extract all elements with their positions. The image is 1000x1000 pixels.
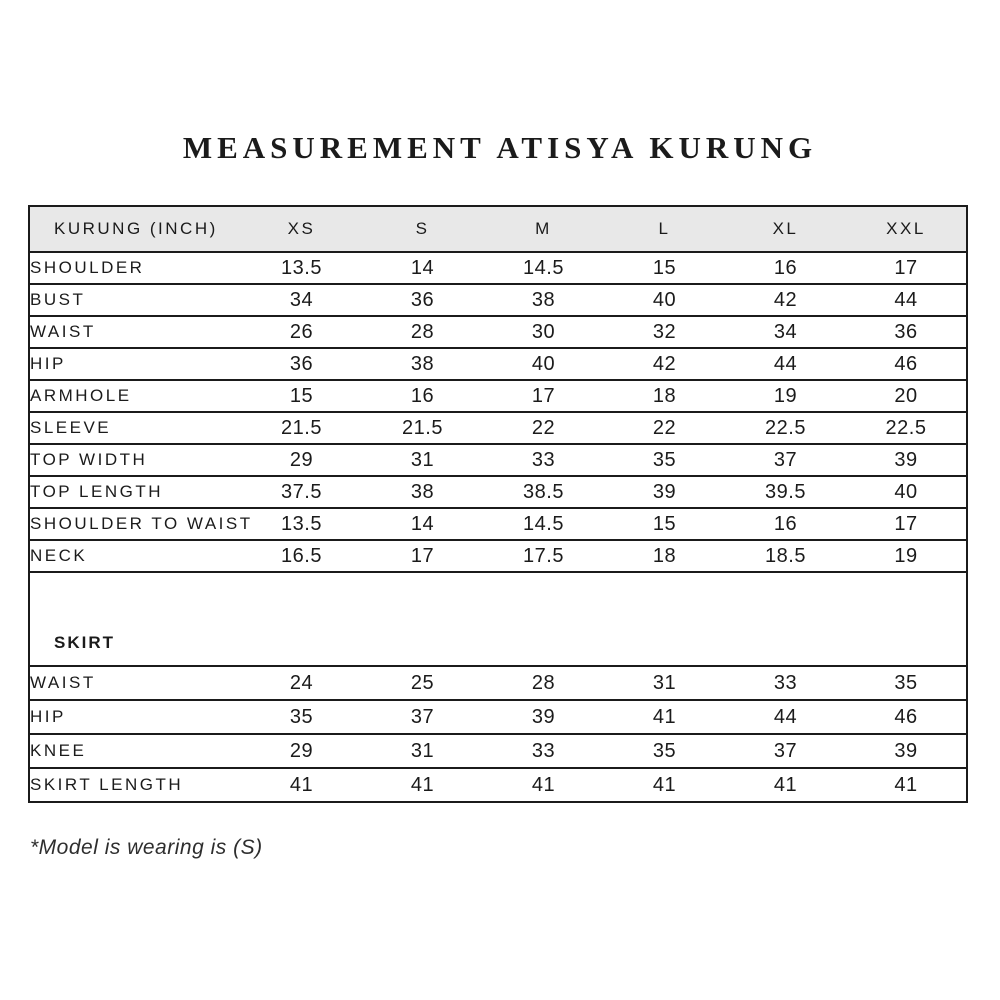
measurement-value: 16.5 [241, 540, 362, 572]
measurement-value: 42 [725, 284, 846, 316]
row-label: SLEEVE [29, 412, 241, 444]
measurement-value: 38 [362, 348, 483, 380]
measurement-value: 36 [362, 284, 483, 316]
measurement-value: 21.5 [362, 412, 483, 444]
measurement-value: 44 [725, 348, 846, 380]
measurement-value: 30 [483, 316, 604, 348]
measurement-value: 40 [846, 476, 967, 508]
measurement-value: 13.5 [241, 252, 362, 284]
measurement-value: 41 [604, 768, 725, 802]
row-label: SHOULDER TO WAIST [29, 508, 241, 540]
measurement-value: 35 [604, 734, 725, 768]
measurement-value: 14 [362, 508, 483, 540]
measurement-value: 38.5 [483, 476, 604, 508]
skirt-section-body [29, 666, 967, 802]
column-header-size: M [483, 206, 604, 252]
table-row [29, 540, 967, 572]
measurement-value: 38 [483, 284, 604, 316]
measurement-value: 22 [604, 412, 725, 444]
measurement-value: 34 [241, 284, 362, 316]
measurement-value: 37 [362, 700, 483, 734]
row-label: SHOULDER [29, 252, 241, 284]
measurement-table [28, 205, 968, 803]
measurement-value: 18 [604, 540, 725, 572]
measurement-value: 17 [846, 508, 967, 540]
measurement-value: 44 [846, 284, 967, 316]
measurement-value: 34 [725, 316, 846, 348]
measurement-value: 15 [604, 252, 725, 284]
measurement-value: 19 [846, 540, 967, 572]
measurement-value: 36 [846, 316, 967, 348]
measurement-value: 41 [846, 768, 967, 802]
measurement-value: 17 [846, 252, 967, 284]
skirt-section-label: SKIRT [29, 572, 967, 666]
row-label: KNEE [29, 734, 241, 768]
table-row [29, 700, 967, 734]
measurement-value: 16 [725, 252, 846, 284]
measurement-value: 37.5 [241, 476, 362, 508]
measurement-value: 15 [241, 380, 362, 412]
measurement-value: 41 [483, 768, 604, 802]
measurement-value: 22 [483, 412, 604, 444]
measurement-value: 15 [604, 508, 725, 540]
measurement-value: 40 [604, 284, 725, 316]
measurement-value: 38 [362, 476, 483, 508]
measurement-value: 14.5 [483, 508, 604, 540]
measurement-value: 31 [362, 734, 483, 768]
measurement-value: 22.5 [846, 412, 967, 444]
row-label: TOP WIDTH [29, 444, 241, 476]
measurement-value: 41 [362, 768, 483, 802]
column-header-size: XL [725, 206, 846, 252]
skirt-section-row [29, 572, 967, 666]
row-label: ARMHOLE [29, 380, 241, 412]
measurement-value: 29 [241, 734, 362, 768]
measurement-value: 22.5 [725, 412, 846, 444]
measurement-value: 46 [846, 700, 967, 734]
measurement-value: 40 [483, 348, 604, 380]
measurement-value: 37 [725, 734, 846, 768]
row-label: BUST [29, 284, 241, 316]
measurement-value: 41 [241, 768, 362, 802]
measurement-value: 39.5 [725, 476, 846, 508]
measurement-value: 46 [846, 348, 967, 380]
table-row [29, 252, 967, 284]
measurement-value: 21.5 [241, 412, 362, 444]
measurement-value: 33 [725, 666, 846, 700]
column-header-size: XXL [846, 206, 967, 252]
measurement-value: 20 [846, 380, 967, 412]
measurement-value: 41 [725, 768, 846, 802]
measurement-value: 28 [483, 666, 604, 700]
table-row [29, 768, 967, 802]
table-row [29, 348, 967, 380]
measurement-value: 24 [241, 666, 362, 700]
measurement-value: 26 [241, 316, 362, 348]
measurement-value: 18.5 [725, 540, 846, 572]
measurement-value: 25 [362, 666, 483, 700]
table-row [29, 734, 967, 768]
measurement-value: 31 [362, 444, 483, 476]
table-row [29, 508, 967, 540]
table-row [29, 444, 967, 476]
measurement-value: 44 [725, 700, 846, 734]
model-size-note: *Model is wearing is (S) [30, 836, 263, 859]
measurement-value: 41 [604, 700, 725, 734]
row-label: HIP [29, 700, 241, 734]
table-row [29, 284, 967, 316]
page-title: MEASUREMENT ATISYA KURUNG [182, 130, 818, 165]
row-label: SKIRT LENGTH [29, 768, 241, 802]
measurement-value: 17.5 [483, 540, 604, 572]
measurement-value: 35 [604, 444, 725, 476]
measurement-value: 17 [362, 540, 483, 572]
measurement-value: 36 [241, 348, 362, 380]
table-row [29, 476, 967, 508]
measurement-value: 14.5 [483, 252, 604, 284]
column-header-label: KURUNG (INCH) [29, 206, 241, 252]
row-label: WAIST [29, 666, 241, 700]
measurement-value: 16 [725, 508, 846, 540]
measurement-value: 39 [846, 734, 967, 768]
measurement-value: 35 [241, 700, 362, 734]
row-label: NECK [29, 540, 241, 572]
column-header-size: L [604, 206, 725, 252]
measurement-value: 17 [483, 380, 604, 412]
measurement-value: 33 [483, 444, 604, 476]
table-row [29, 412, 967, 444]
measurement-value: 37 [725, 444, 846, 476]
table-header-row [29, 206, 967, 252]
skirt-section-header [29, 572, 967, 666]
measurement-value: 39 [846, 444, 967, 476]
table-row [29, 666, 967, 700]
measurement-value: 42 [604, 348, 725, 380]
table-row [29, 380, 967, 412]
measurement-value: 29 [241, 444, 362, 476]
measurement-value: 13.5 [241, 508, 362, 540]
kurung-section-body [29, 252, 967, 572]
measurement-value: 39 [483, 700, 604, 734]
measurement-value: 31 [604, 666, 725, 700]
column-header-size: S [362, 206, 483, 252]
measurement-value: 39 [604, 476, 725, 508]
measurement-value: 18 [604, 380, 725, 412]
measurement-value: 33 [483, 734, 604, 768]
measurement-value: 28 [362, 316, 483, 348]
row-label: WAIST [29, 316, 241, 348]
measurement-value: 19 [725, 380, 846, 412]
measurement-value: 16 [362, 380, 483, 412]
measurement-value: 32 [604, 316, 725, 348]
measurement-value: 14 [362, 252, 483, 284]
row-label: TOP LENGTH [29, 476, 241, 508]
measurement-value: 35 [846, 666, 967, 700]
column-header-size: XS [241, 206, 362, 252]
table-row [29, 316, 967, 348]
row-label: HIP [29, 348, 241, 380]
